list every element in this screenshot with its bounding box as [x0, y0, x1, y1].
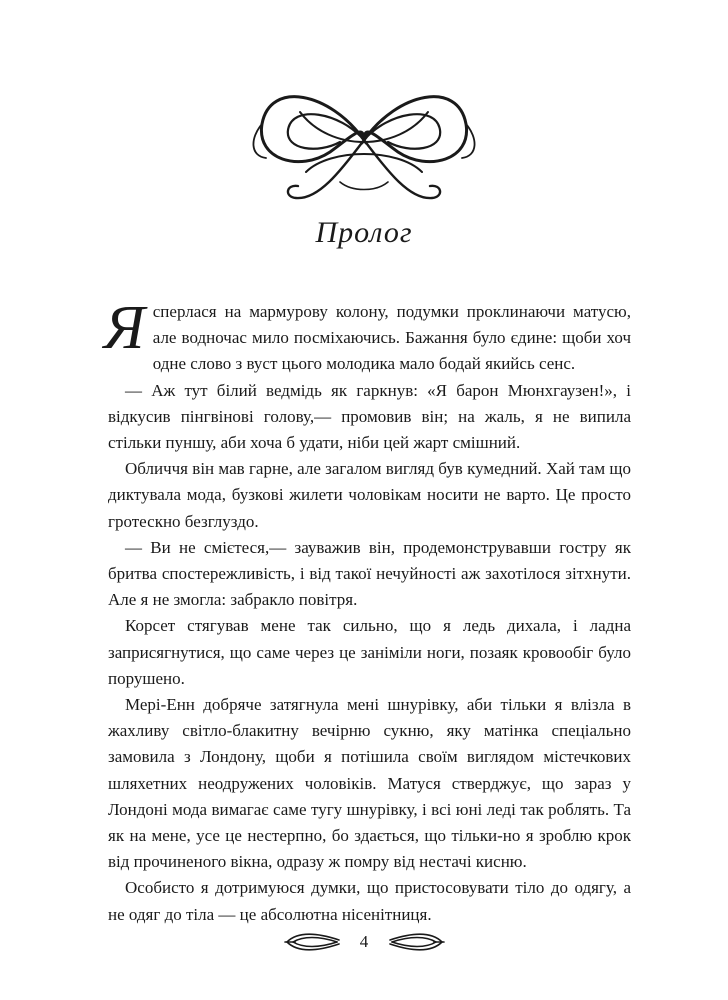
paragraph-1-text: сперлася на мармурову колону, подумки проклинаючи матусю, але водночас мило посміхаючись. Бажання було єдине: щоби хоч одне слово з вуст цього молодика мало бодай якийсь сенс.	[152, 302, 631, 374]
page-footer	[0, 926, 728, 966]
paragraph-5: Корсет стягував мене так сильно, що я ледь дихала, і ладна заприсягнутися, що саме через це заніміли ноги, позаяк кровообіг було порушено.	[108, 616, 631, 688]
flourish-right-icon	[386, 930, 446, 954]
drop-cap: Я	[104, 294, 145, 362]
chapter-title: Пролог	[315, 216, 413, 249]
paragraph-1	[104, 294, 631, 378]
paragraph-2: — Аж тут білий ведмідь як гаркнув: «Я барон Мюнхгаузен!», і відкусив пінгвінові голову,— промовив він; на жаль, я не випила стільки пуншу, аби хоча б удати, ніби цей жарт смішний.	[108, 380, 631, 453]
paragraph-6: Мері-Енн добряче затягнула мені шнурівку, аби тільки я влізла в жахливу світло-блакитну вечірню сукню, яку матінка спеціально замовила з Лондону, щоби я потішила своїм виглядом містечкових шляхетних неодружених чоловіків. Матуся стверджує, що зараз у Лондоні мода вимагає саме тугу шнурівку, і всі юні леді так роблять. Та як на мене, усе це нестерпно, бо здається, що тільки-но я зроблю крок від прочиненого вікна, одразу ж помру від нестачі кисню.	[108, 695, 631, 872]
paragraph-7: Особисто я дотримуюся думки, що пристосовувати тіло до одягу, а не одяг до тіла — це абсолютна нісенітниця.	[108, 878, 631, 924]
page-number: 4	[359, 932, 369, 951]
paragraph-4: — Ви не смієтеся,— зауважив він, продемонструвавши гостру як бритва спостережливість, і від такої нечуйності аж захотілося зітхнути. Але я не змогла: забракло повітря.	[108, 537, 631, 610]
text-body	[104, 294, 631, 928]
paragraph-3: Обличчя він мав гарне, але загалом вигляд був кумедний. Хай там що диктувала мода, бузкові жилети чоловікам носити не варто. Це просто гротескно безглуздо.	[108, 459, 631, 531]
infinity-flourish-ornament-icon	[0, 52, 728, 212]
